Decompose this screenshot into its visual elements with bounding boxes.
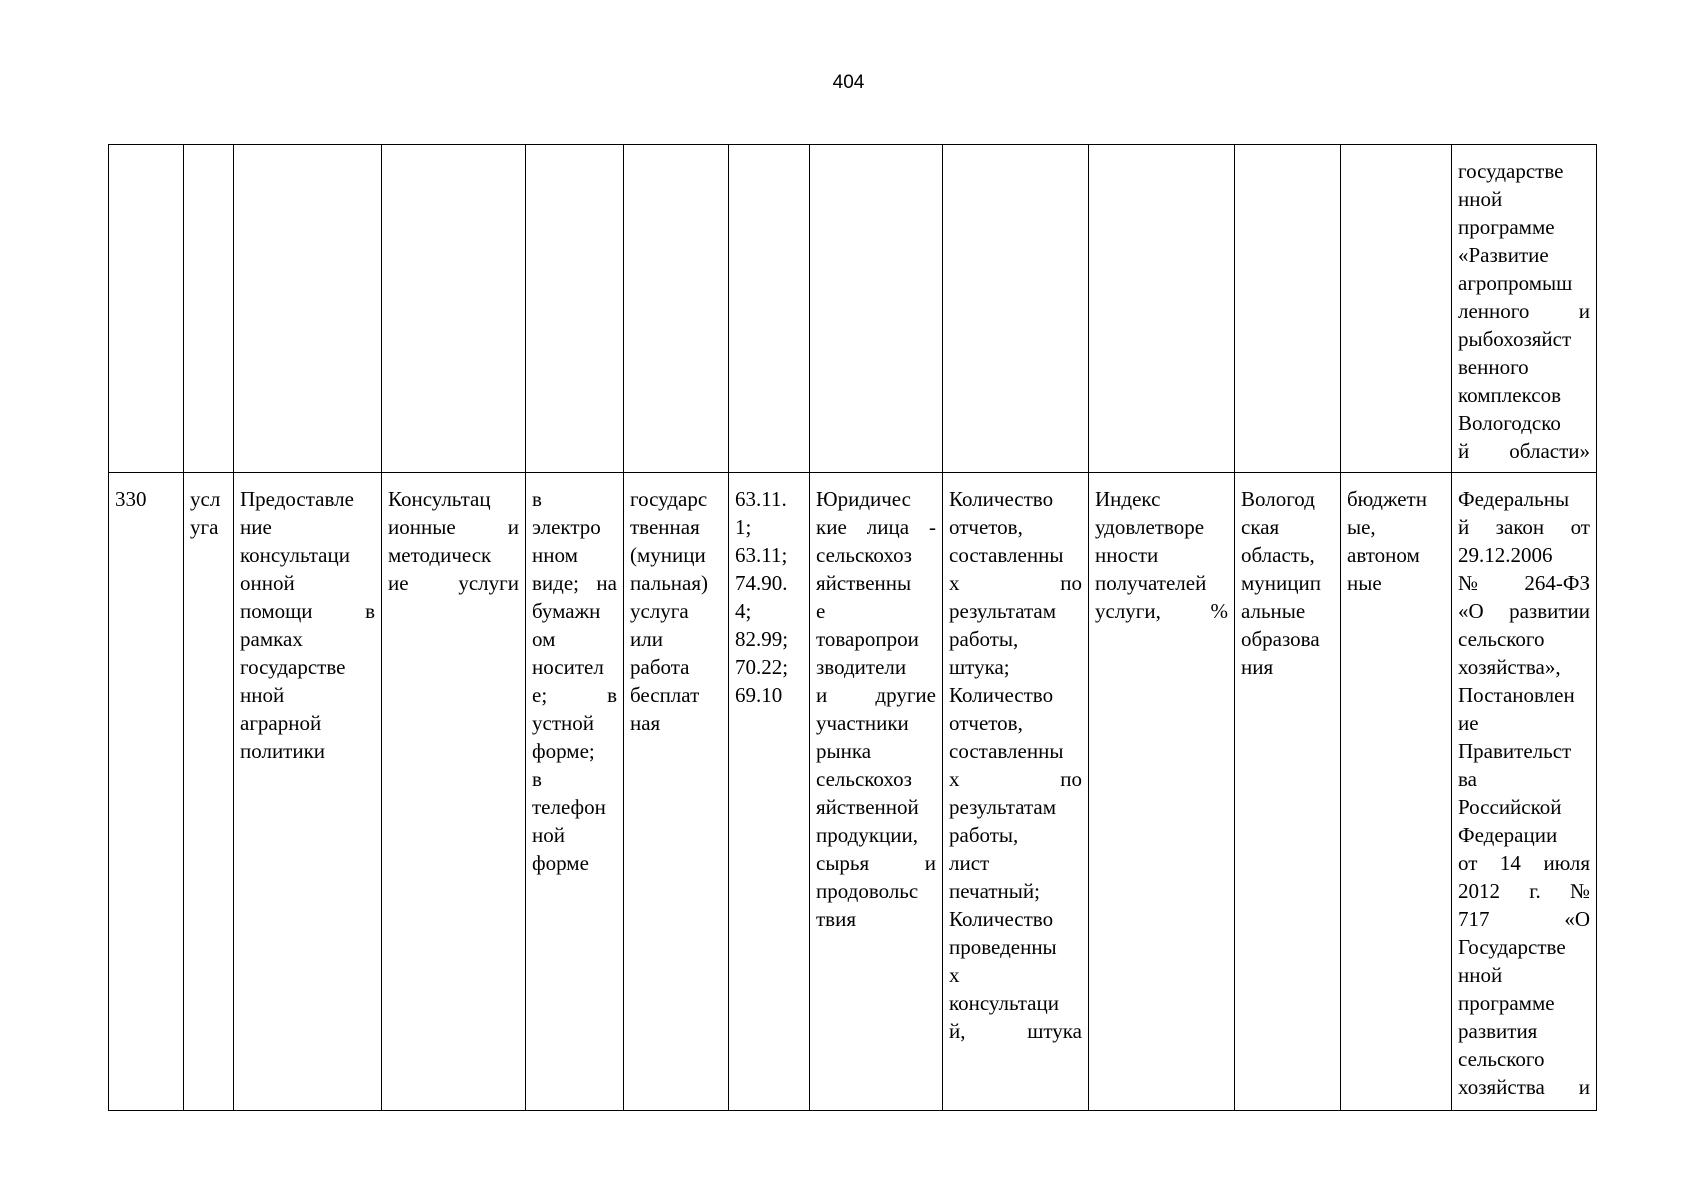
cell-text-line: сырья и <box>816 851 936 875</box>
cell-text-line: услуги, % <box>1095 599 1228 623</box>
cell-text-line: Российской <box>1458 795 1562 819</box>
page-number: 404 <box>832 72 865 93</box>
cell-text-line: ва <box>1458 767 1477 791</box>
cell-text-line: штука; <box>949 655 1010 679</box>
cell-text-line: электро <box>532 515 601 539</box>
cell-text-line: 63.11; <box>735 543 788 567</box>
cell-text-line: (муници <box>630 543 706 567</box>
cell-text-line: носител <box>532 655 604 679</box>
cell-text-line: результатам <box>949 795 1057 819</box>
cell-text-line: работа <box>630 655 690 679</box>
cell-text-line: и другие <box>816 683 936 707</box>
cell-text-line: Постановлен <box>1458 683 1575 707</box>
cell-text-line: зводители <box>816 655 907 679</box>
cell-consumers <box>810 145 943 473</box>
cell-text-line: рынка <box>816 739 872 763</box>
cell-text-line: бумажн <box>532 599 601 623</box>
cell-text-line: ие <box>1458 711 1479 735</box>
cell-kind <box>184 145 234 473</box>
cell-text-line: кие лица - <box>816 515 936 539</box>
cell-text-line: товаропрои <box>816 627 919 651</box>
cell-text-line: Индекс <box>1095 487 1161 511</box>
cell-text-line: область, <box>1241 543 1315 567</box>
cell-text-line: венного <box>1458 355 1529 379</box>
cell-text-line: Количество <box>949 907 1054 931</box>
registry-table <box>108 144 1597 1111</box>
cell-text-line: нной <box>1458 963 1503 987</box>
cell-text-line: аграрной <box>240 711 322 735</box>
cell-institution <box>1341 145 1452 473</box>
cell-text-line: работы, <box>949 823 1019 847</box>
cell-name <box>234 473 382 1111</box>
cell-text-line: Государстве <box>1458 935 1566 959</box>
cell-text-line: 70.22; <box>735 655 789 679</box>
cell-text-line: сельского <box>1458 1047 1545 1071</box>
cell-text-line: отчетов, <box>949 515 1023 539</box>
cell-text-line: ионные и <box>388 515 519 539</box>
cell-text-line: ние <box>240 515 272 539</box>
cell-text-line: форме; <box>532 739 595 763</box>
cell-text-line: участники <box>816 711 909 735</box>
cell-text-line: консультаци <box>949 991 1059 1015</box>
table-row-continued <box>109 145 1597 473</box>
cell-text-line: устной <box>532 711 594 735</box>
cell-text-line: пальная) <box>630 571 709 595</box>
cell-text-line: результатам <box>949 599 1057 623</box>
cell-quality <box>1089 473 1235 1111</box>
cell-num: 330 <box>109 473 184 1111</box>
cell-text-line: х <box>949 963 960 987</box>
cell-text-line: Федерации <box>1458 823 1558 847</box>
cell-text-line: 63.11. <box>735 487 787 511</box>
cell-text-line: «Развитие <box>1458 243 1549 267</box>
cell-text-line: автоном <box>1347 543 1420 567</box>
cell-type <box>624 473 729 1111</box>
cell-text-line: х по <box>949 571 1082 595</box>
cell-text-line: программе <box>1458 991 1555 1015</box>
cell-text-line: развития <box>1458 1019 1538 1043</box>
cell-volume <box>943 473 1089 1111</box>
cell-text-line: услуга <box>630 599 689 623</box>
cell-text-line: ом <box>532 627 556 651</box>
cell-text-line: 74.90. <box>735 571 788 595</box>
cell-text-line: Юридичес <box>816 487 911 511</box>
cell-text-line: онной <box>240 571 295 595</box>
cell-okved <box>729 473 810 1111</box>
cell-text-line: составленны <box>949 739 1064 763</box>
cell-level <box>1235 473 1341 1111</box>
cell-text-line: продовольс <box>816 879 919 903</box>
cell-text-line: методическ <box>388 543 492 567</box>
cell-text-line: политики <box>240 739 326 763</box>
cell-text-line: программе <box>1458 215 1555 239</box>
cell-text-line: муницип <box>1241 571 1321 595</box>
cell-form <box>526 145 624 473</box>
cell-form <box>526 473 624 1111</box>
cell-text-line: бесплат <box>630 683 700 707</box>
cell-text-line: яйственны <box>816 571 912 595</box>
cell-text-line: удовлетворе <box>1095 515 1205 539</box>
cell-text-line: Федеральны <box>1458 487 1570 511</box>
cell-text-line: альные <box>1241 599 1306 623</box>
cell-text-line: от 14 июля <box>1458 851 1590 875</box>
cell-text-line: Правительст <box>1458 739 1572 763</box>
cell-text-line: составленны <box>949 543 1064 567</box>
cell-text-line: или <box>630 627 663 651</box>
cell-text-line: нности <box>1095 543 1159 567</box>
cell-text-line: хозяйства и <box>1458 1075 1590 1099</box>
cell-text-line: ная <box>630 711 661 735</box>
cell-text-line: 4; <box>735 599 752 623</box>
cell-text-line: комплексов <box>1458 383 1561 407</box>
cell-quality <box>1089 145 1235 473</box>
cell-text-line: Количество <box>949 487 1054 511</box>
cell-text-line: государстве <box>1458 159 1564 183</box>
cell-text-line: работы, <box>949 627 1019 651</box>
cell-text-line: ые, <box>1347 515 1376 539</box>
cell-text-line: ной <box>532 823 565 847</box>
cell-text-line: образова <box>1241 627 1320 651</box>
cell-text-line: виде; на <box>532 571 617 595</box>
cell-text-line: агропромыш <box>1458 271 1573 295</box>
cell-okved <box>729 145 810 473</box>
cell-text-line: печатный; <box>949 879 1040 903</box>
cell-text-line: телефон <box>532 795 606 819</box>
cell-text-line: нной <box>240 683 285 707</box>
cell-kind <box>184 473 234 1111</box>
cell-basis <box>1452 473 1597 1111</box>
cell-text-line: усл <box>190 487 221 511</box>
cell-text-line: Вологод <box>1241 487 1315 511</box>
cell-institution <box>1341 473 1452 1111</box>
cell-text-line: Предоставле <box>240 487 354 511</box>
cell-text-line: ская <box>1241 515 1280 539</box>
cell-text-line: 2012 г. № <box>1458 879 1590 903</box>
cell-consumers <box>810 473 943 1111</box>
cell-text-line: рыбохозяйст <box>1458 327 1572 351</box>
cell-name <box>234 145 382 473</box>
cell-text-line: сельскохоз <box>816 767 912 791</box>
cell-text-line: твенная <box>630 515 700 539</box>
cell-text-line: в <box>532 487 542 511</box>
cell-text-line: 82.99; <box>735 627 789 651</box>
cell-text-line: 69.10 <box>735 683 783 707</box>
cell-text-line: 1; <box>735 515 752 539</box>
cell-content <box>382 145 526 473</box>
cell-text-line: твия <box>816 907 856 931</box>
cell-text-line: в <box>532 767 542 791</box>
cell-text-line: нной <box>1458 187 1503 211</box>
cell-text-line: государстве <box>240 655 346 679</box>
cell-text-line: форме <box>532 851 589 875</box>
cell-level <box>1235 145 1341 473</box>
cell-text-line: й закон от <box>1458 515 1590 539</box>
cell-type <box>624 145 729 473</box>
cell-num <box>109 145 184 473</box>
cell-text-line: сельского <box>1458 627 1545 651</box>
cell-text-line: 717 «О <box>1458 907 1590 931</box>
cell-text-line: рамках <box>240 627 303 651</box>
cell-text-line: № 264-ФЗ <box>1458 571 1590 595</box>
cell-text-line: Вологодско <box>1458 411 1561 435</box>
cell-volume <box>943 145 1089 473</box>
cell-text-line: уга <box>190 515 219 539</box>
cell-text-line: й области» <box>1458 439 1590 463</box>
cell-text-line: государс <box>630 487 708 511</box>
cell-text-line: ие услуги <box>388 571 519 595</box>
cell-text-line: продукции, <box>816 823 918 847</box>
cell-text-line: ные <box>1347 571 1382 595</box>
cell-text-line: лист <box>949 851 990 875</box>
cell-text-line: е; в <box>532 683 617 707</box>
cell-text-line: ленного и <box>1458 299 1590 323</box>
cell-text-line: ния <box>1241 655 1274 679</box>
cell-text-line: й, штука <box>949 1019 1082 1043</box>
cell-text-line: консультаци <box>240 543 350 567</box>
cell-text-line: нном <box>532 543 578 567</box>
cell-text-line: Количество <box>949 683 1054 707</box>
cell-text-line: сельскохоз <box>816 543 912 567</box>
table-row-330 <box>109 473 1597 1111</box>
cell-text-line: проведенны <box>949 935 1057 959</box>
cell-text-line: «О развитии <box>1458 599 1590 623</box>
cell-content <box>382 473 526 1111</box>
cell-text-line: бюджетн <box>1347 487 1427 511</box>
cell-basis <box>1452 145 1597 473</box>
cell-text-line: 29.12.2006 <box>1458 543 1553 567</box>
cell-text-line: е <box>816 599 826 623</box>
cell-text-line: хозяйства», <box>1458 655 1561 679</box>
cell-text-line: помощи в <box>240 599 375 623</box>
cell-text-line: х по <box>949 767 1082 791</box>
cell-text-line: отчетов, <box>949 711 1023 735</box>
cell-text-line: получателей <box>1095 571 1207 595</box>
cell-text-line: яйственной <box>816 795 919 819</box>
cell-text-line: Консультац <box>388 487 491 511</box>
